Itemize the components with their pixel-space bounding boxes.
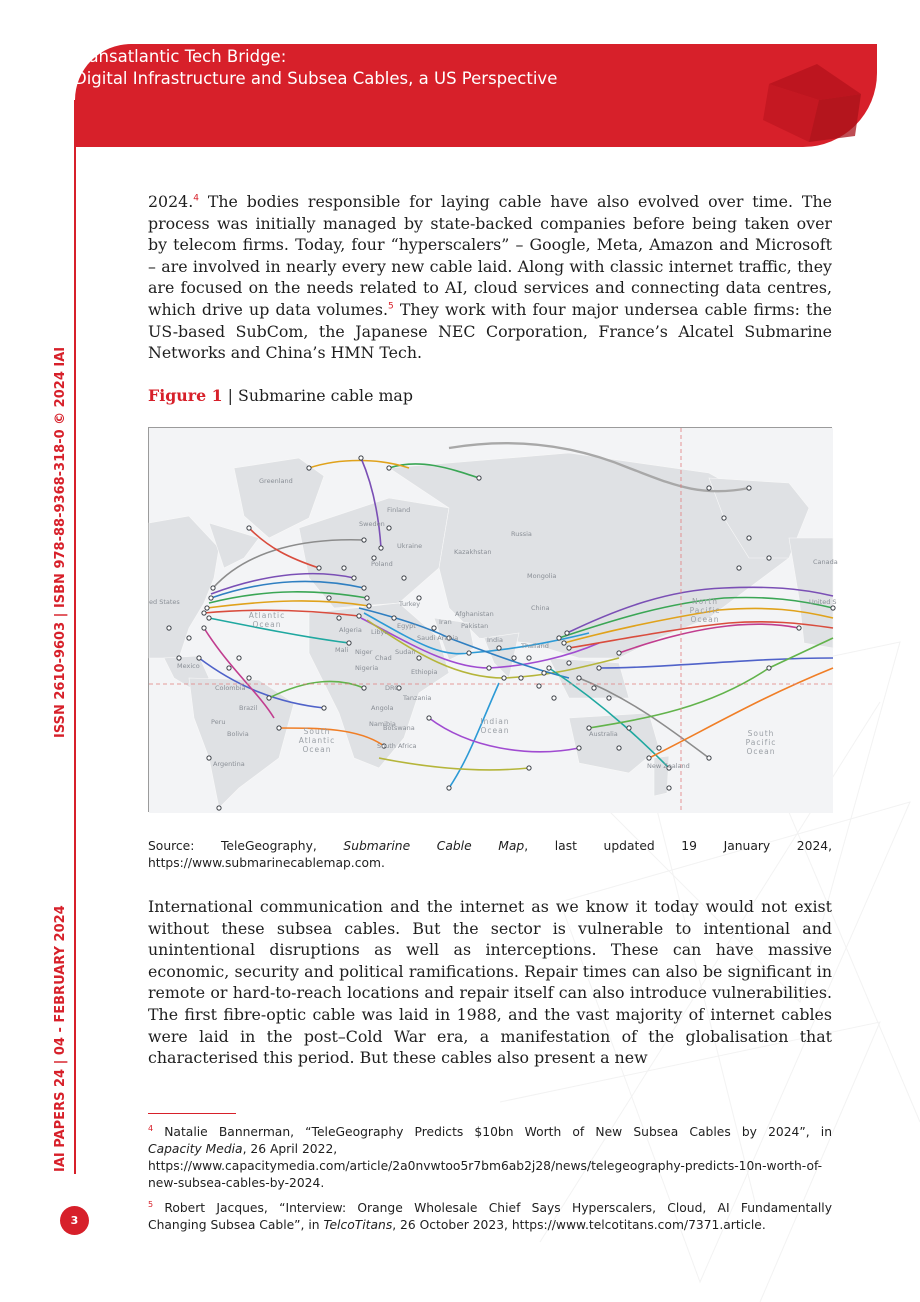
body-paragraph-2: International communication and the internet as we know it today would not exist without these subsea cables. But the sector is vulnerable to intentional and unintentional disruptions as well as interceptions. These can have massive economic, security and political ramifications. Repair times can also be significant in remote or hard-to-reach locations and repair itself can also introduce vulnerabilities. The first fibre-optic cable was laid in 1988, and the vast majority of internet cables were laid in the post–Cold War era, a manifestation of the globalisation that characterised this period. But these cables also present a new (148, 897, 832, 1068)
map-label-sweden: Sweden (359, 520, 385, 528)
landing-point (831, 606, 835, 610)
landing-point (365, 596, 369, 600)
landing-point (722, 516, 726, 520)
figure-caption (148, 386, 413, 405)
landing-point (565, 631, 569, 635)
landing-point (202, 626, 206, 630)
map-label-turkey: Turkey (399, 600, 421, 608)
submarine-cable-map (148, 427, 838, 812)
landing-point (247, 676, 251, 680)
footnote-text: Changing Subsea Cable”, in (148, 1218, 324, 1233)
landing-point (512, 656, 516, 660)
footnote-5 (148, 1196, 832, 1234)
footnote-number: 4 (148, 1124, 154, 1133)
landing-point (197, 656, 201, 660)
landing-point (542, 671, 546, 675)
landing-point (187, 636, 191, 640)
ocean-label-south-atlantic-2: Atlantic (298, 736, 336, 745)
landing-point (205, 606, 209, 610)
footnote-4 (148, 1120, 832, 1192)
landing-point (362, 586, 366, 590)
map-label-saudi-arabia: Saudi Arabia (417, 634, 459, 642)
landing-point (597, 666, 601, 670)
landing-point (277, 726, 281, 730)
landing-point (607, 696, 611, 700)
map-label-united-states-left: ed States (149, 598, 180, 606)
figure-title: Submarine cable map (238, 386, 413, 405)
map-label-united-states-right: United S (809, 598, 837, 606)
landing-point (307, 466, 311, 470)
landing-point (707, 486, 711, 490)
left-margin-rule (74, 100, 76, 1174)
figure-number: Figure 1 (148, 386, 223, 405)
ocean-label-atlantic: Atlantic (248, 611, 286, 620)
landing-point (359, 456, 363, 460)
map-label-russia: Russia (511, 530, 532, 538)
map-label-colombia: Colombia (215, 684, 246, 692)
landing-point (362, 538, 366, 542)
figure-source (148, 838, 832, 872)
map-label-canada: Canada (813, 558, 838, 566)
map-label-iran: Iran (439, 618, 452, 626)
landing-point (227, 666, 231, 670)
landing-point (342, 566, 346, 570)
ocean-label-north-pacific-2: Pacific (689, 606, 721, 615)
landing-point (167, 626, 171, 630)
landing-point (317, 566, 321, 570)
landing-point (207, 616, 211, 620)
source-title: Submarine Cable Map (343, 839, 525, 853)
map-label-brazil: Brazil (239, 704, 258, 712)
map-label-mexico: Mexico (177, 662, 200, 670)
landing-point (467, 651, 471, 655)
map-label-mali: Mali (335, 646, 349, 654)
landing-point (352, 576, 356, 580)
source-suffix: , last updated 19 January 2024, https://www.submarinecablemap.com. (148, 839, 833, 870)
footnote-rule (148, 1113, 236, 1114)
landing-point (387, 466, 391, 470)
ocean-label-south-atlantic-3: Ocean (302, 745, 332, 754)
landing-point (527, 656, 531, 660)
landing-point (667, 786, 671, 790)
landing-point (527, 766, 531, 770)
map-label-new-zealand: New Zealand (647, 762, 690, 770)
map-label-india: India (487, 636, 503, 644)
landing-point (402, 576, 406, 580)
landing-point (657, 746, 661, 750)
footnotes (148, 1120, 832, 1238)
paragraph-text: 2024. (148, 192, 194, 211)
map-label-ethiopia: Ethiopia (411, 668, 438, 676)
ocean-label-atlantic-ocean: Ocean (252, 620, 282, 629)
landing-point (379, 546, 383, 550)
map-label-south-africa: South Africa (377, 742, 417, 750)
map-label-bolivia: Bolivia (227, 730, 249, 738)
landing-point (322, 706, 326, 710)
map-label-china: China (531, 604, 550, 612)
landing-point (537, 684, 541, 688)
map-label-finland: Finland (387, 506, 411, 514)
map-label-drc: DRC (385, 684, 399, 692)
landing-point (417, 656, 421, 660)
map-label-thailand: Thailand (521, 642, 549, 650)
landing-point (347, 641, 351, 645)
landing-point (432, 626, 436, 630)
footnote-link-text[interactable]: , 26 October 2023, https://www.telcotitans.com/7371.article. (392, 1218, 766, 1233)
map-label-niger: Niger (355, 648, 373, 656)
landing-point (519, 676, 523, 680)
landing-point (647, 756, 651, 760)
ocean-label-south-pacific-1: South (747, 729, 775, 738)
landing-point (327, 596, 331, 600)
footnote-text: Natalie Bannerman, “TeleGeography Predicts $10bn Worth of New Subsea Cables by 2024”, in (153, 1125, 832, 1140)
landing-point (477, 476, 481, 480)
landing-point (427, 716, 431, 720)
map-label-chad: Chad (375, 654, 392, 662)
ocean-label-south-atlantic-1: South (303, 727, 331, 736)
landing-point (747, 536, 751, 540)
header-title-line1: Transatlantic Tech Bridge: (74, 47, 287, 66)
landing-point (737, 566, 741, 570)
landing-point (237, 656, 241, 660)
map-label-egypt: Egypt (397, 622, 416, 630)
iai-logo-icon (757, 60, 869, 144)
sidebar-issn: ISSN 2610-9603 | ISBN 978-88-9368-318-0 © 2024 IAI (53, 346, 68, 738)
map-label-pakistan: Pakistan (461, 622, 489, 630)
map-label-greenland: Greenland (259, 477, 293, 485)
landing-point (387, 526, 391, 530)
footnote-ref-4[interactable]: 4 (193, 193, 199, 204)
landing-point (392, 616, 396, 620)
landing-point (577, 746, 581, 750)
map-label-libya: Libya (371, 628, 389, 636)
landing-point (552, 696, 556, 700)
ocean-label-indian-1: Indian (480, 717, 510, 726)
map-label-argentina: Argentina (213, 760, 245, 768)
landing-point (367, 604, 371, 608)
header-title (74, 46, 557, 90)
figure-separator: | (222, 386, 238, 405)
map-label-tanzania: Tanzania (403, 694, 432, 702)
landing-point (617, 746, 621, 750)
map-label-mongolia: Mongolia (527, 572, 557, 580)
landing-point (209, 596, 213, 600)
landing-point (217, 806, 221, 810)
landing-point (592, 686, 596, 690)
landing-point (627, 726, 631, 730)
paragraph-text: They work with four major undersea cable firms: the US-based SubCom, the Japanese NEC Corporation, France’s Alcatel Submarine Networks and China’s HMN Tech. (148, 299, 832, 363)
landing-point (567, 646, 571, 650)
landing-point (797, 626, 801, 630)
landing-point (767, 666, 771, 670)
landing-point (267, 696, 271, 700)
landing-point (617, 651, 621, 655)
ocean-label-indian-2: Ocean (480, 726, 510, 735)
source-prefix: Source: TeleGeography, (148, 839, 344, 853)
landing-point (211, 586, 215, 590)
landing-point (577, 676, 581, 680)
sidebar-series: IAI PAPERS 24 | 04 - FEBRUARY 2024 (53, 905, 68, 1172)
landing-point (747, 486, 751, 490)
map-label-poland: Poland (371, 560, 393, 568)
map-label-kazakhstan: Kazakhstan (454, 548, 492, 556)
landing-point (767, 556, 771, 560)
footnote-text: Robert Jacques, “Interview: Orange Wholesale Chief Says Hyperscalers, Cloud, AI Fundamentally (153, 1201, 832, 1216)
footnote-ref-5[interactable]: 5 (388, 301, 394, 312)
landing-point (487, 666, 491, 670)
map-label-ukraine: Ukraine (397, 542, 423, 550)
landing-point (707, 756, 711, 760)
landing-point (567, 661, 571, 665)
map-label-nigeria: Nigeria (355, 664, 379, 672)
body-paragraph-1 (148, 191, 832, 364)
cable-map-graphic (149, 428, 838, 813)
footnote-number: 5 (148, 1200, 154, 1210)
landing-point (177, 656, 181, 660)
map-label-namibia: Namibia (369, 720, 396, 728)
map-label-sudan: Sudan (395, 648, 416, 656)
landing-point (497, 646, 501, 650)
landing-point (557, 636, 561, 640)
landing-point (562, 641, 566, 645)
landing-point (202, 611, 206, 615)
landing-point (447, 786, 451, 790)
footnote-italic: Capacity Media (148, 1142, 243, 1157)
landing-point (547, 666, 551, 670)
map-label-botswana: Botswana (383, 724, 415, 732)
map-label-angola: Angola (371, 704, 394, 712)
ocean-label-south-pacific-3: Ocean (746, 747, 776, 756)
ocean-label-south-pacific-2: Pacific (745, 738, 777, 747)
footnote-link-text[interactable]: , 26 April 2022, https://www.capacitymedia.com/article/2a0nvwtoo5r7bm6ab2j28/news/telegeography-predicts-10n-worth-of-new-subsea-cables-by-2024. (148, 1142, 823, 1191)
landing-point (357, 614, 361, 618)
landing-point (502, 676, 506, 680)
map-label-peru: Peru (211, 718, 226, 726)
ocean-label-north-pacific-3: Ocean (690, 615, 720, 624)
paragraph-text: The bodies responsible for laying cable have also evolved over time. The process was initially managed by state-backed companies before being taken over by telecom firms. Today, four “hyperscalers” – Google, Meta, Amazon and Microsoft – are involved in nearly every new cable laid. Along with classic internet traffic, they are focused on the needs related to AI, cloud services and connecting data centres, which drive up data volumes. (148, 192, 832, 319)
map-label-australia: Australia (589, 730, 618, 738)
footnote-italic: TelcoTitans (323, 1218, 393, 1233)
map-label-algeria: Algeria (339, 626, 362, 634)
ocean-label-north-pacific-1: North (692, 597, 718, 606)
landing-point (362, 686, 366, 690)
header-title-line2: Digital Infrastructure and Subsea Cables, a US Perspective (74, 69, 558, 88)
map-label-afghanistan: Afghanistan (455, 610, 494, 618)
landing-point (207, 756, 211, 760)
landing-point (337, 616, 341, 620)
landing-point (247, 526, 251, 530)
page-number: 3 (60, 1206, 89, 1235)
